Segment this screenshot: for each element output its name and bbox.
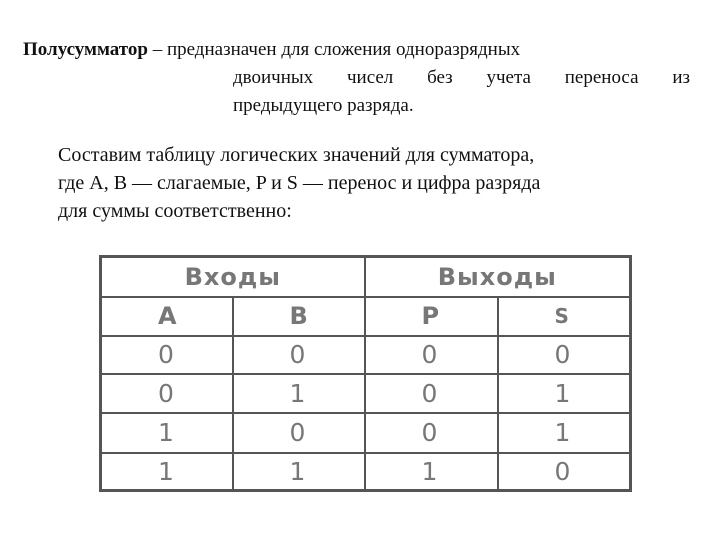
column-header-s: S	[498, 297, 631, 336]
table-row	[101, 453, 631, 491]
table-cell: 1	[498, 413, 631, 453]
paragraph-line-1: Составим таблицу логических значений для сумматора,	[58, 144, 535, 166]
table-row	[101, 374, 631, 413]
table-row	[101, 336, 631, 374]
table-cell: 0	[498, 336, 631, 374]
inputs-header: Входы	[101, 257, 365, 297]
truth-table	[99, 255, 632, 492]
table-cell: 0	[365, 336, 498, 374]
table-cell: 1	[101, 413, 233, 453]
table-row	[101, 413, 631, 453]
definition-term: Полусумматор	[23, 39, 148, 60]
column-header-p: P	[365, 297, 498, 336]
group-header-row	[101, 257, 631, 297]
definition-line-3: предыдущего разряда.	[233, 95, 414, 116]
table-cell: 0	[233, 336, 365, 374]
table-cell: 0	[365, 374, 498, 413]
definition-text-1: – предназначен для сложения одноразрядных	[152, 39, 521, 60]
table-cell: 1	[233, 374, 365, 413]
column-header-row	[101, 297, 631, 336]
table-cell: 1	[365, 453, 498, 491]
table-cell: 1	[498, 374, 631, 413]
table-cell: 0	[101, 374, 233, 413]
table-cell: 1	[101, 453, 233, 491]
column-header-b: B	[233, 297, 365, 336]
outputs-header: Выходы	[365, 257, 631, 297]
table-cell: 1	[233, 453, 365, 491]
paragraph-line-3: для суммы соответственно:	[58, 200, 292, 222]
table-cell: 0	[101, 336, 233, 374]
paragraph-line-2: где A, B — слагаемые, P и S — перенос и цифра разряда	[58, 172, 541, 194]
definition-line-1	[23, 38, 520, 62]
column-header-a: A	[101, 297, 233, 336]
table-cell: 0	[365, 413, 498, 453]
table-cell: 0	[498, 453, 631, 491]
table-cell: 0	[233, 413, 365, 453]
definition-line-2: двоичных чисел без учета переноса из	[233, 67, 690, 88]
